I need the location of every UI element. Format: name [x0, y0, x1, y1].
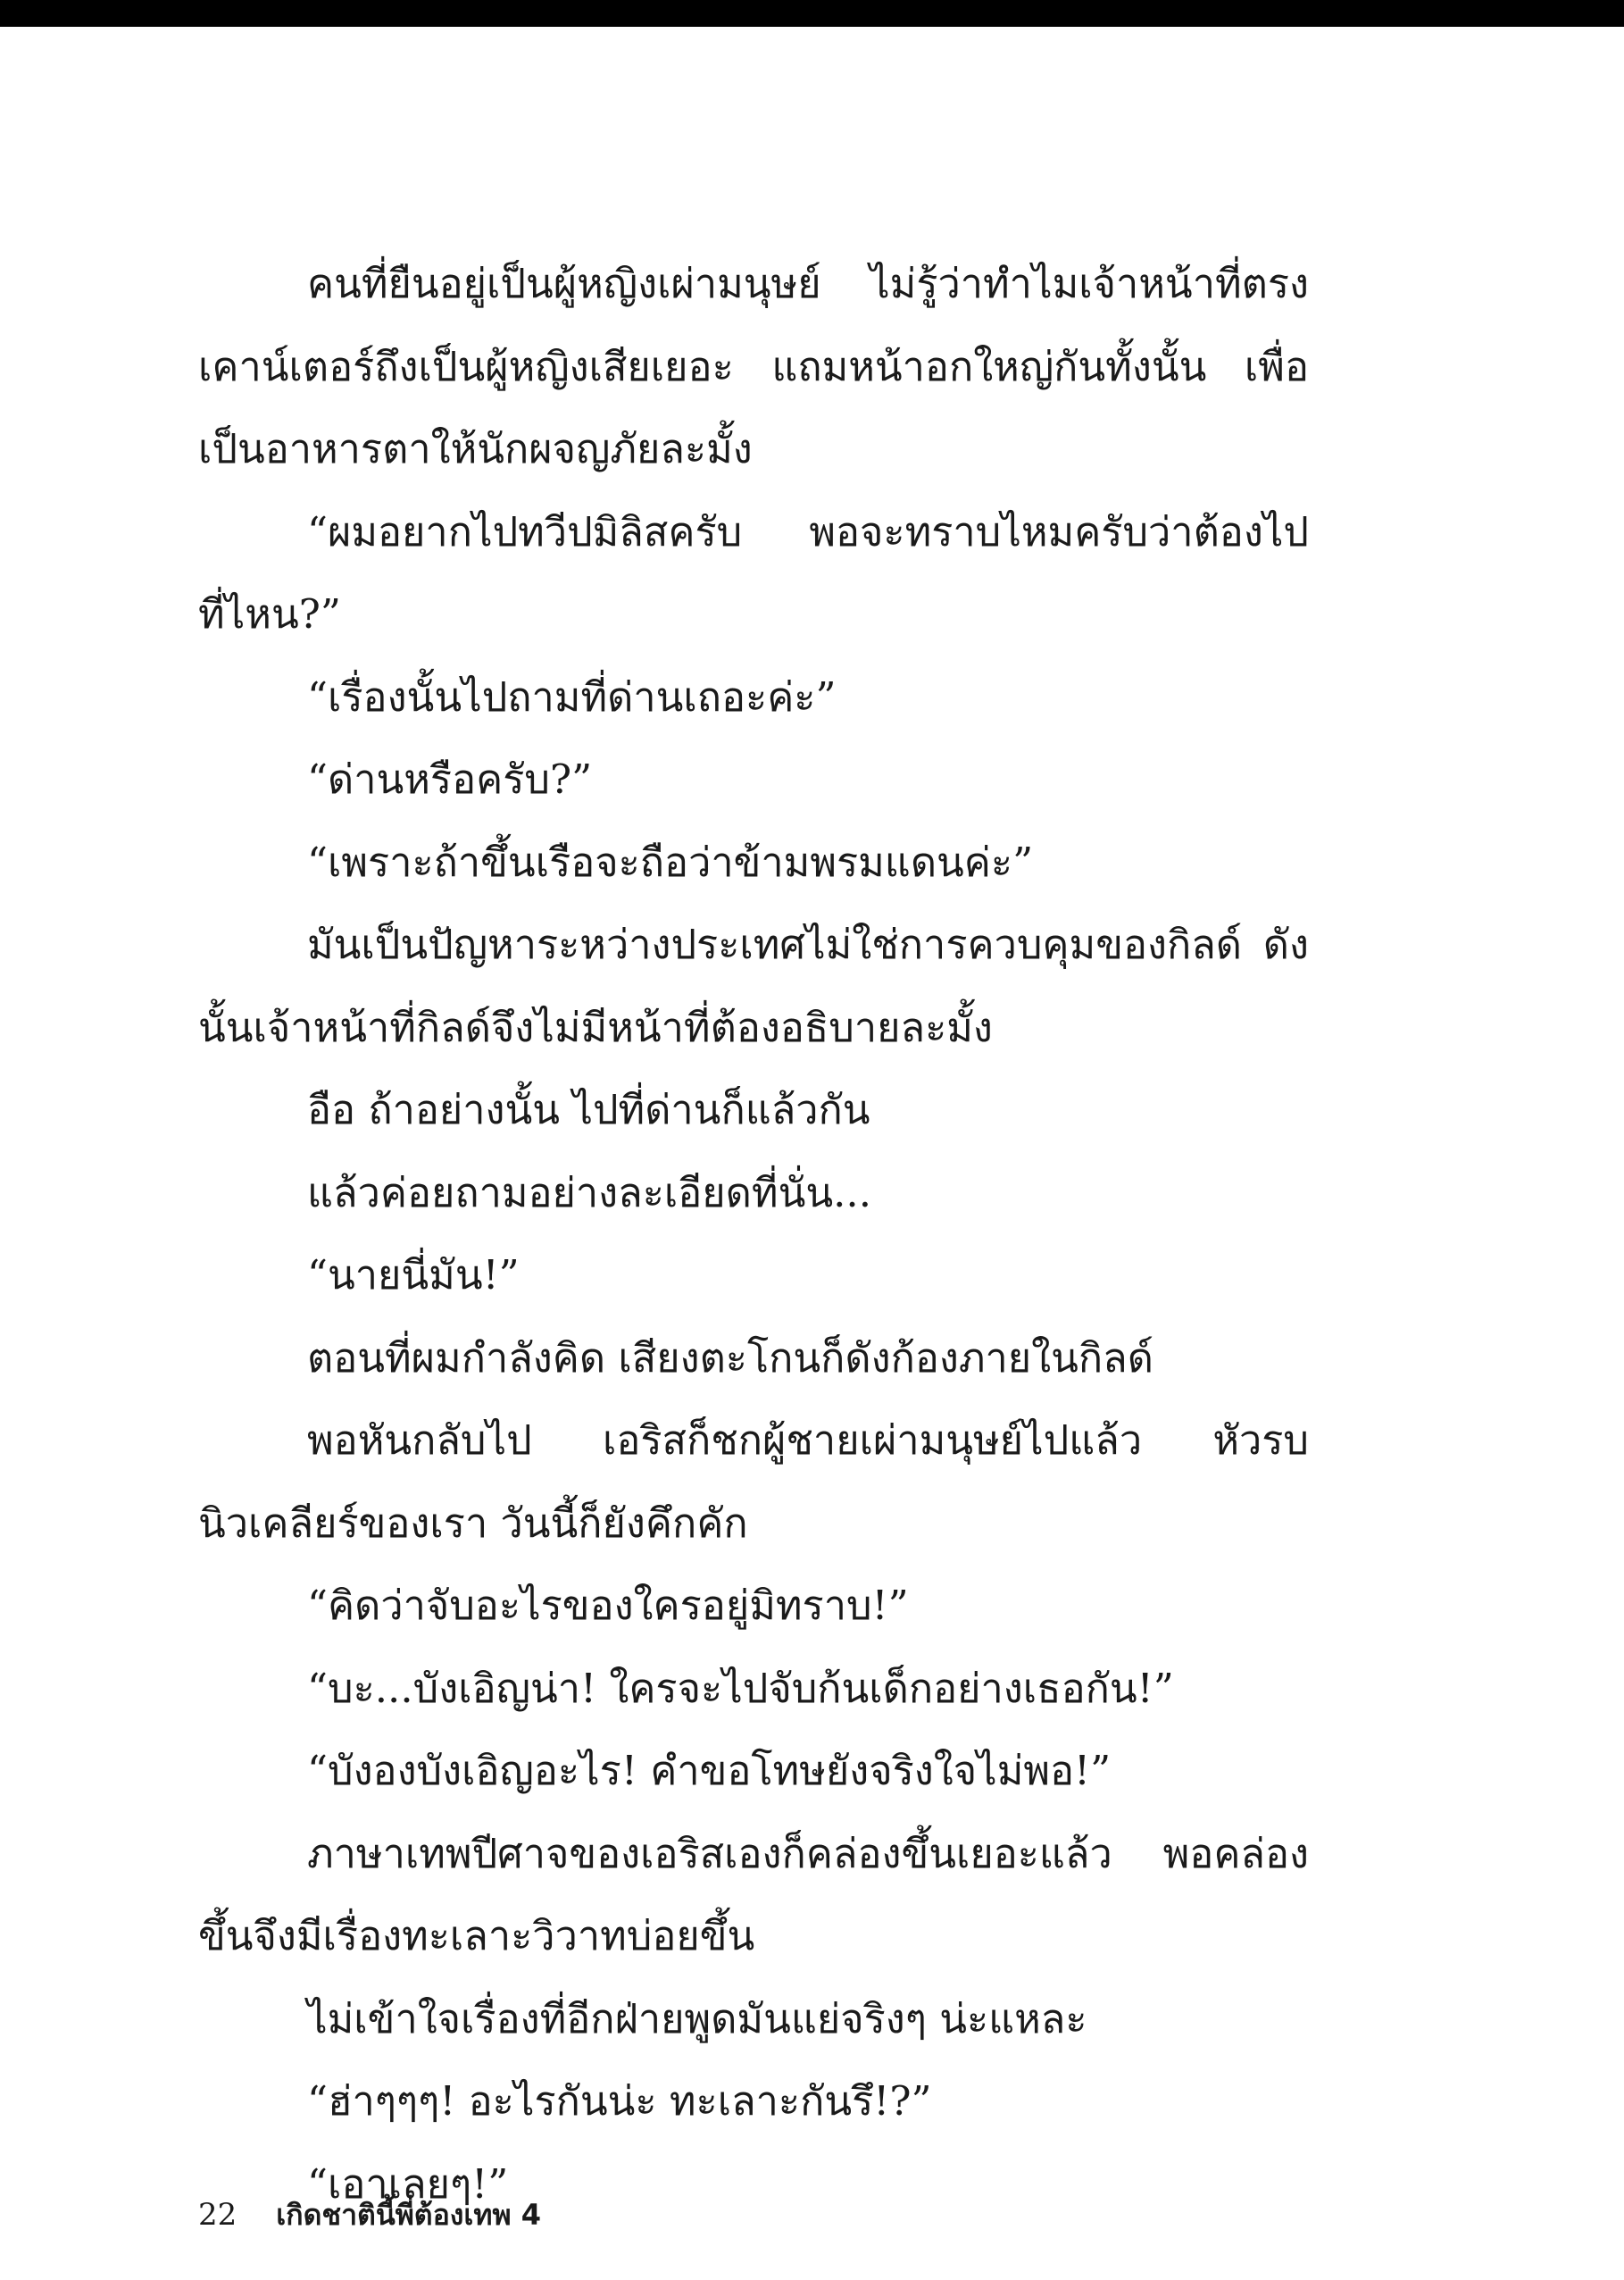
- paragraph: แล้วค่อยถามอย่างละเอียดที่นั่น...: [307, 1168, 871, 1216]
- paragraph: “ผมอยากไปทวีปมิลิสครับ พอจะทราบไหมครับว่าต้องไปที่ไหน?”: [198, 507, 1309, 638]
- paragraph: ตอนที่ผมกำลังคิด เสียงตะโกนก็ดังก้องภายในกิลด์: [307, 1333, 1153, 1382]
- paragraph: “เรื่องนั้นไปถามที่ด่านเถอะค่ะ”: [307, 672, 837, 721]
- paragraph: “ด่านหรือครับ?”: [307, 756, 593, 803]
- paragraph: อือ ถ้าอย่างนั้น ไปที่ด่านก็แล้วกัน: [307, 1086, 870, 1133]
- page-footer: [198, 2197, 541, 2233]
- paragraph: “เพราะถ้าขึ้นเรือจะถือว่าข้ามพรมแดนค่ะ”: [307, 838, 1034, 886]
- paragraph: “บะ...บังเอิญน่า! ใครจะไปจับก้นเด็กอย่างเธอกัน!”: [307, 1664, 1174, 1712]
- paragraph: คนที่ยืนอยู่เป็นผู้หญิงเผ่ามนุษย์ ไม่รู้ว่าทำไมเจ้าหน้าที่ตรงเคาน์เตอร์ถึงเป็นผู้หญิงเสียเยอะ แถมหน้าอกใหญ่กันทั้งนั้น เพื่อเป็นอาหารตาให้นักผจญภัยละมั้ง: [198, 260, 1309, 472]
- paragraph: “คิดว่าจับอะไรของใครอยู่มิทราบ!”: [307, 1582, 909, 1629]
- page-body: [198, 243, 1309, 2226]
- paragraph: ภาษาเทพปีศาจของเอริสเองก็คล่องขึ้นเยอะแล้ว พอคล่องขึ้นจึงมีเรื่องทะเลาะวิวาทบ่อยขึ้น: [198, 1829, 1309, 1959]
- paragraph: พอหันกลับไป เอริสก็ชกผู้ชายเผ่ามนุษย์ไปแล้ว หัวรบนิวเคลียร์ของเรา วันนี้ก็ยังคึกคัก: [198, 1416, 1309, 1547]
- page-number: 22: [198, 2197, 237, 2233]
- paragraph: “บังองบังเอิญอะไร! คำขอโทษยังจริงใจไม่พอ!”: [307, 1747, 1112, 1794]
- paragraph: ไม่เข้าใจเรื่องที่อีกฝ่ายพูดมันแย่จริงๆ น่ะแหละ: [307, 1994, 1087, 2042]
- book-title: เกิดชาตินี้พี่ต้องเทพ 4: [276, 2198, 541, 2232]
- paragraph: “ฮ่าๆๆๆ! อะไรกันน่ะ ทะเลาะกันรึ!?”: [307, 2077, 932, 2125]
- paragraph: “เอาเลยๆ!”: [307, 2159, 509, 2208]
- paragraph: มันเป็นปัญหาระหว่างประเทศไม่ใช่การควบคุมของกิลด์ ดังนั้นเจ้าหน้าที่กิลด์จึงไม่มีหน้าที่ต้องอธิบายละมั้ง: [198, 921, 1309, 1051]
- paragraph: “นายนี่มัน!”: [307, 1251, 520, 1299]
- top-black-bar: [0, 0, 1624, 27]
